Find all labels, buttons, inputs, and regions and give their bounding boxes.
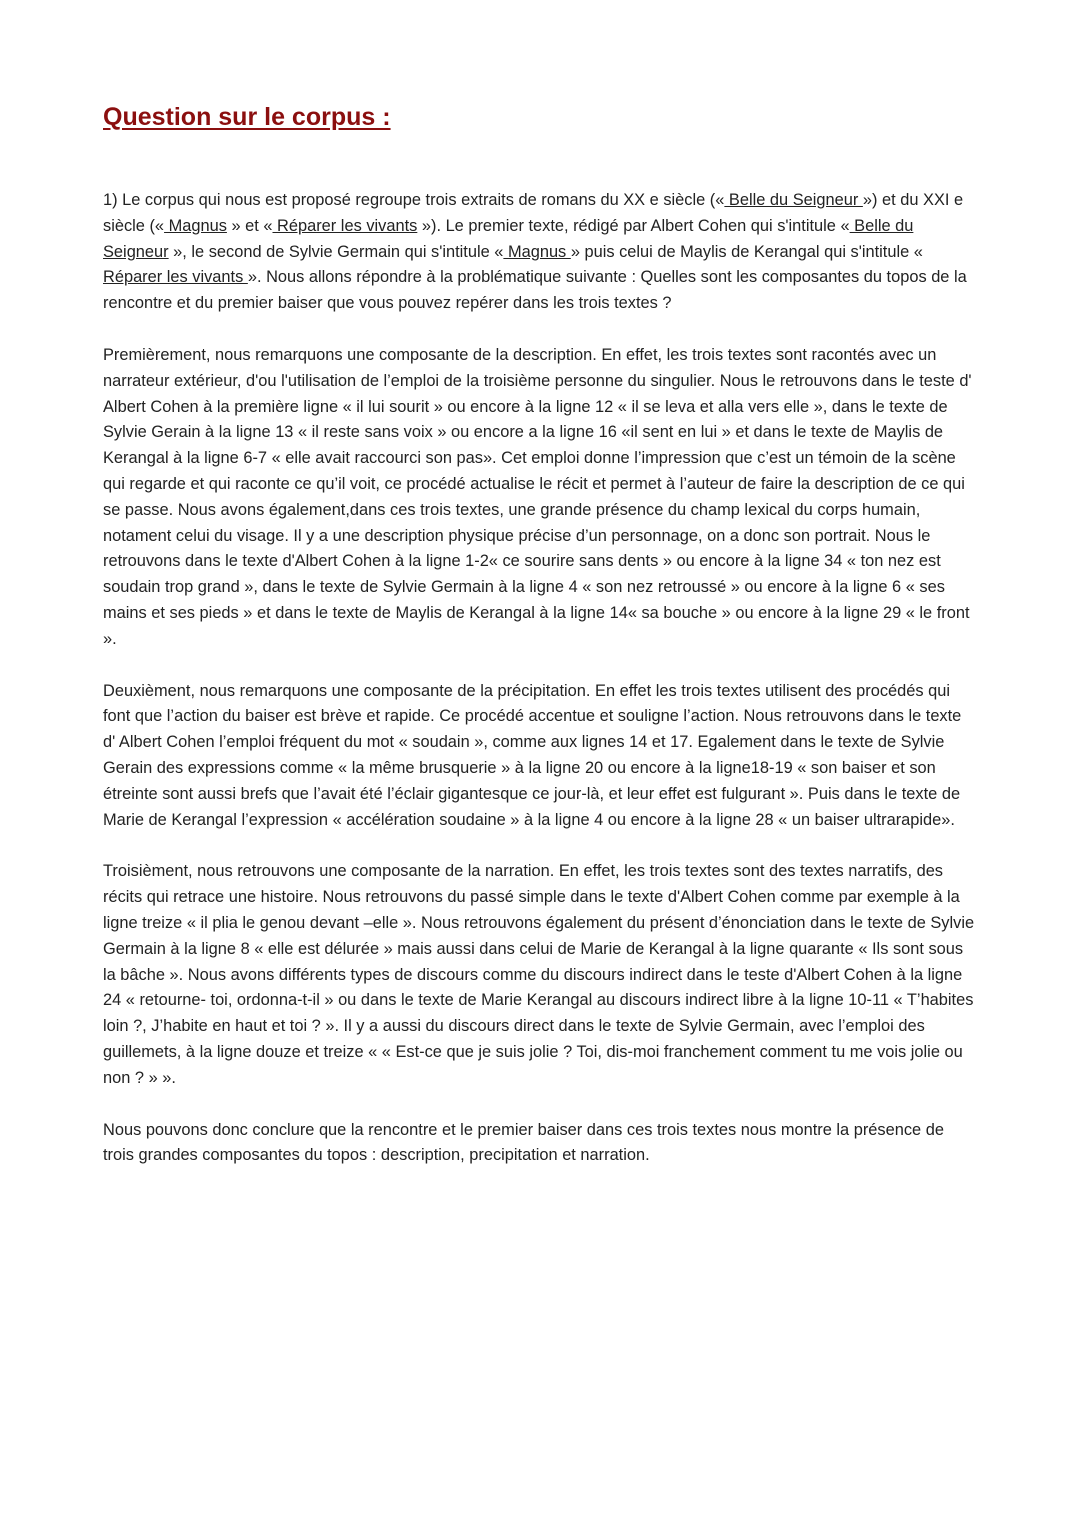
paragraph-intro <box>103 188 975 317</box>
title-link-reparer-les-vivants: Réparer les vivants <box>272 216 418 235</box>
text-run: 1) Le corpus qui nous est proposé regroupe trois extraits de romans du XX e siècle (« <box>103 191 725 209</box>
document-body <box>103 188 975 1169</box>
text-run: » puis celui de Maylis de Kerangal qui s'intitule « <box>570 242 923 261</box>
title-link-belle-du-seigneur: Belle du Seigneur <box>724 191 863 209</box>
text-run: ») et du XXI e siècle (« <box>103 191 964 235</box>
paragraph-precipitation: Deuxièment, nous remarquons une composante de la précipitation. En effet les trois textes utilisent des procédés qui font que l’action du baiser est brève et rapide. Ce procédé accentue et souligne l’action. Nous retrouvons dans le texte d' Albert Cohen l’emploi fréquent du mot « soudain », comme aux lignes 14 et 17. Egalement dans le texte de Sylvie Gerain des expressions comme « la même brusquerie » à la ligne 20 ou encore à la ligne18-19 « son baiser et son étreinte sont aussi brefs que l’avait été l’éclair gigantesque ce jour-là, et leur effet est fulgurant ». Puis dans le texte de Marie de Kerangal l’expression « accélération soudaine » à la ligne 4 ou encore à la ligne 28 « un baiser ultrarapide». <box>103 681 962 829</box>
title-link-reparer-les-vivants: Réparer les vivants <box>103 268 248 287</box>
text-run: ». Nous allons répondre à la problématique suivante : Quelles sont les composantes du topos de la rencontre et du premier baiser que vous pouvez repérer dans les trois textes ? <box>103 268 967 313</box>
document-page <box>103 98 975 1195</box>
page-title: Question sur le corpus : <box>103 103 391 131</box>
text-run: »). Le premier texte, rédigé par Albert Cohen qui s'intitule « <box>417 216 850 235</box>
title-link-belle-du-seigneur: Belle du Seigneur <box>103 216 914 261</box>
paragraph-conclusion: Nous pouvons donc conclure que la rencontre et le premier baiser dans ces trois textes nous montre la présence de trois grandes composantes du topos : description, precipitation et narration. <box>103 1120 944 1165</box>
paragraph-description: Premièrement, nous remarquons une composante de la description. En effet, les trois textes sont racontés avec un narrateur extérieur, d'ou l'utilisation de l’emploi de la troisième personne du singulier. Nous le retrouvons dans le teste d' Albert Cohen à la première ligne « il lui sourit » ou encore à la ligne 12 « il se leva et alla vers elle », dans le texte de Sylvie Gerain à la ligne 13 « il reste sans voix » ou encore a la ligne 16 «il sent en lui » et dans le texte de Maylis de Kerangal à la ligne 6-7 « elle avait raccourci son pas». Cet emploi donne l’impression que c’est un témoin de la scène qui regarde et qui raconte ce qu’il voit, ce procédé actualise le récit et permet à l’auteur de faire la description de ce qui se passe. Nous avons également,dans ces trois textes, une grande présence du champ lexical du corps humain, notament celui du visage. Il y a une description physique précise d’un personnage, on a donc son portrait. Nous le retrouvons dans le texte d'Albert Cohen à la ligne 1-2« ce sourire sans dents » ou encore à la ligne 34 « ton nez est soudain trop grand », dans le texte de Sylvie Germain à la ligne 4 « son nez retroussé » ou encore à la ligne 6 « ses mains et ses pieds » et dans le texte de Maylis de Kerangal à la ligne 14« sa bouche » ou encore à la ligne 29 « le front ». <box>103 345 972 648</box>
title-link-magnus: Magnus <box>164 216 227 235</box>
paragraph-narration: Troisièment, nous retrouvons une composante de la narration. En effet, les trois textes sont des textes narratifs, des récits qui retrace une histoire. Nous retrouvons du passé simple dans le texte d'Albert Cohen comme par exemple à la ligne treize « il plia le genou devant –elle ». Nous retrouvons également du présent d’énonciation dans le texte de Sylvie Germain à la ligne 8 « elle est délurée » mais aussi dans celui de Marie de Kerangal à la ligne quarante « Ils sont sous la bâche ». Nous avons différents types de discours comme du discours indirect dans le teste d'Albert Cohen à la ligne 24 « retourne- toi, ordonna-t-il » ou dans le texte de Marie Kerangal au discours indirect libre à la ligne 10-11 « T’habites loin ?, J’habite en haut et toi ? ». Il y a aussi du discours direct dans le texte de Sylvie Germain, avec l’emploi des guillemets, à la ligne douze et treize « « Est-ce que je suis jolie ? Toi, dis-moi franchement comment tu me vois jolie ou non ? » ». <box>103 862 975 1087</box>
title-link-magnus: Magnus <box>503 242 571 261</box>
text-run: », le second de Sylvie Germain qui s'intitule « <box>168 242 504 261</box>
text-run: » et « <box>226 216 273 235</box>
